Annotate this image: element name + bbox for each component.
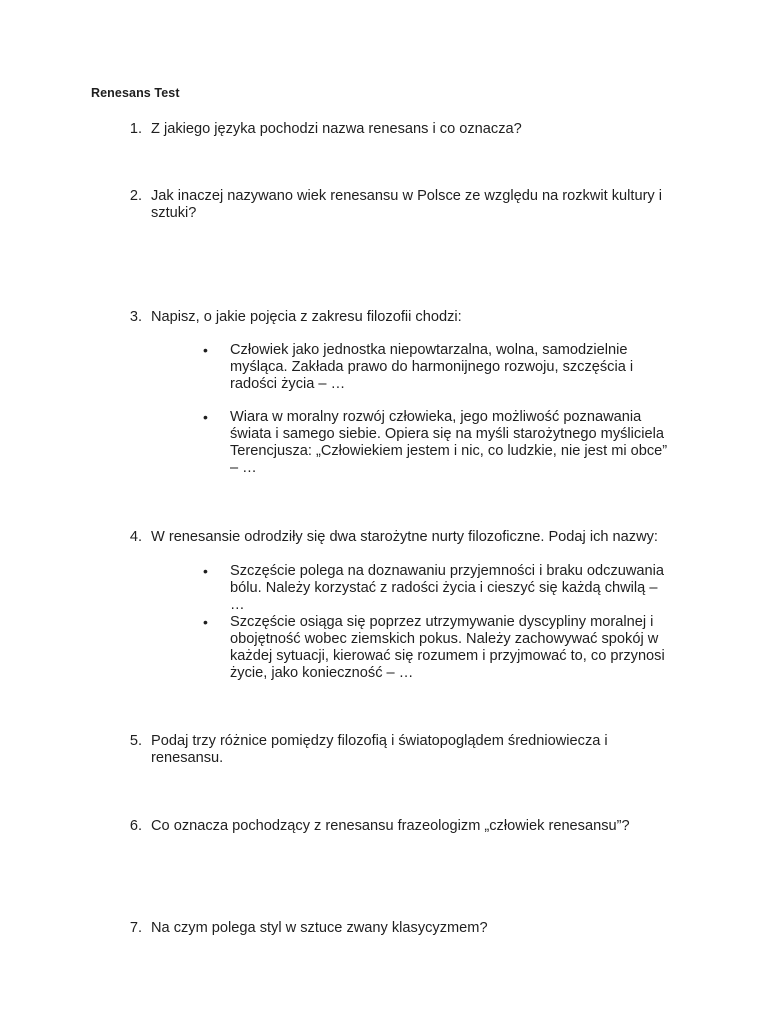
question-text: Podaj trzy różnice pomiędzy filozofią i światopoglądem średniowiecza i renesansu. (151, 733, 608, 766)
bullet-icon: • (203, 614, 208, 630)
bullet-icon: • (203, 563, 208, 579)
question-text: Napisz, o jakie pojęcia z zakresu filozofii chodzi: (151, 309, 462, 325)
question-number: 4. (129, 529, 142, 545)
question-text: Co oznacza pochodzący z renesansu frazeologizm „człowiek renesansu”? (151, 818, 630, 834)
document-title: Renesans Test (91, 86, 180, 100)
question-text: W renesansie odrodziły się dwa starożytne nurty filozoficzne. Podaj ich nazwy: (151, 529, 658, 545)
bullet-text: Szczęście osiąga się poprzez utrzymywanie dyscypliny moralnej i obojętność wobec ziemskich pokus. Należy zachowywać spokój w każdej sytuacji, kierować się rozumem i przyjmować to, co przynosi życie, jako konieczność – … (230, 614, 665, 681)
question-number: 1. (129, 121, 142, 137)
bullet-text: Szczęście polega na doznawaniu przyjemności i braku odczuwania bólu. Należy korzystać z radości życia i cieszyć się każdą chwilą – … (230, 563, 665, 613)
question-number: 5. (129, 733, 142, 749)
question-number: 3. (129, 309, 142, 325)
bullet-text: Wiara w moralny rozwój człowieka, jego możliwość poznawania świata i samego siebie. Opiera się na myśli starożytnego myśliciela Terencjusza: „Człowiekiem jestem i nic, co ludzkie, nie jest mi obce” – … (230, 409, 668, 476)
question-text: Na czym polega styl w sztuce zwany klasycyzmem? (151, 920, 488, 936)
question-text: Jak inaczej nazywano wiek renesansu w Polsce ze względu na rozkwit kultury i sztuki? (151, 188, 663, 221)
question-text: Z jakiego języka pochodzi nazwa renesans i co oznacza? (151, 121, 522, 137)
bullet-icon: • (203, 409, 208, 425)
question-number: 6. (129, 818, 142, 834)
bullet-icon: • (203, 342, 208, 358)
question-number: 7. (129, 920, 142, 936)
question-number: 2. (129, 188, 142, 204)
bullet-text: Człowiek jako jednostka niepowtarzalna, wolna, samodzielnie myśląca. Zakłada prawo do harmonijnego rozwoju, szczęścia i radości życia – … (230, 342, 634, 392)
